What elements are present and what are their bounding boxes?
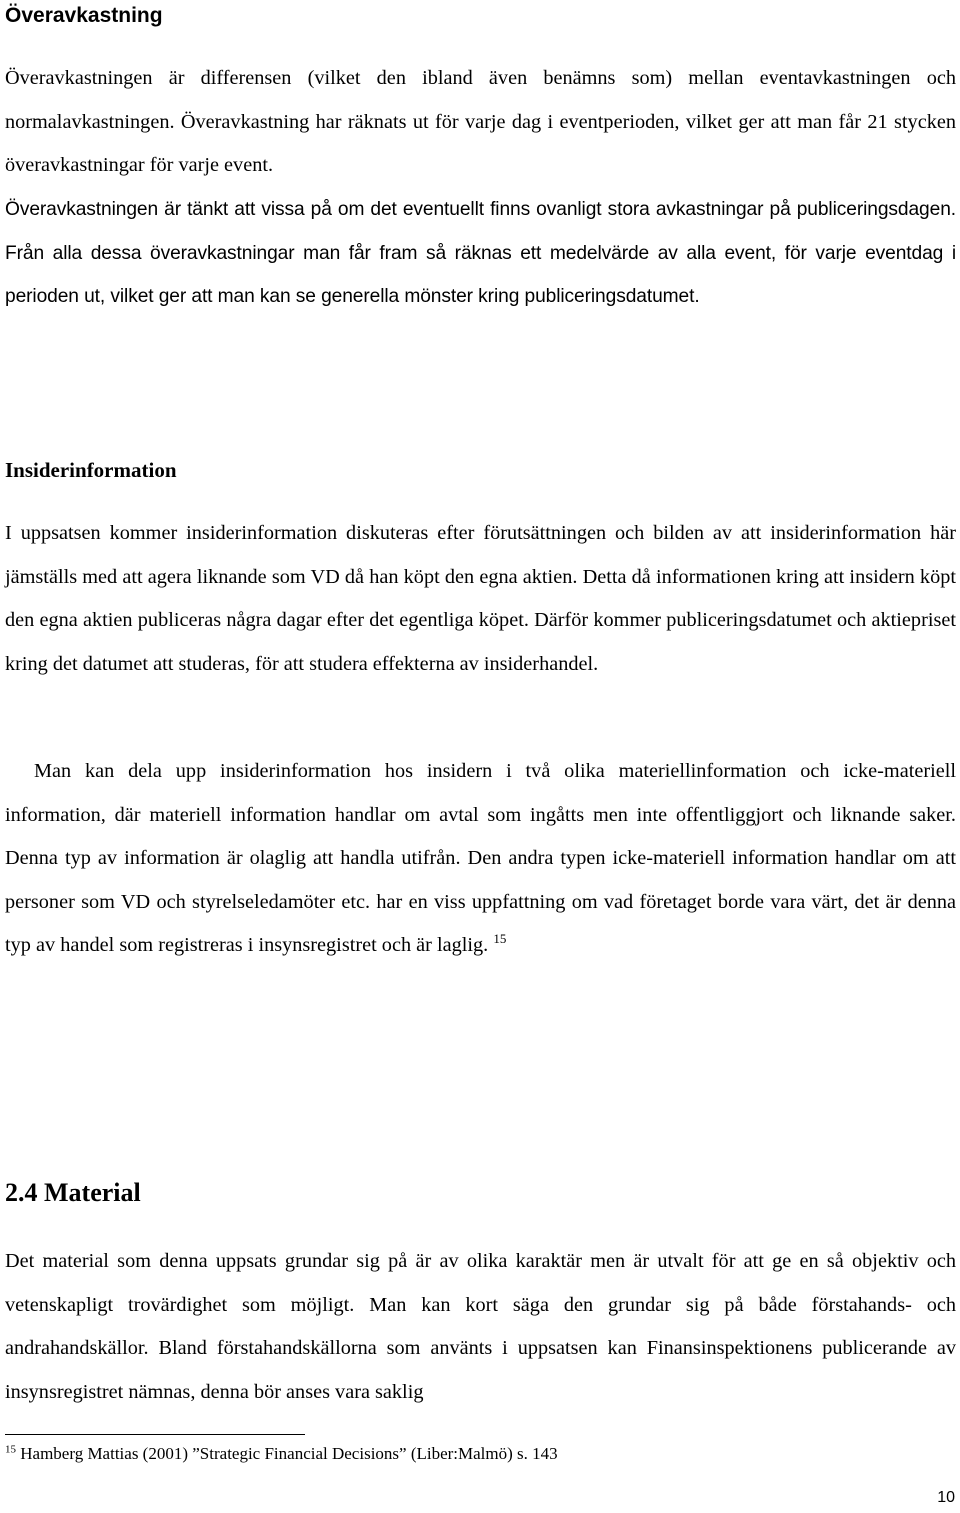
footnote <box>5 1443 558 1465</box>
section-heading-overavkastning: Överavkastning <box>5 4 163 27</box>
paragraph-insiderinformation-intro: I uppsatsen kommer insiderinformation diskuteras efter förutsättningen och bilden av att insiderinformation här jämställs med att agera liknande som VD då han köpt den egna aktien. Detta då informationen kring att insidern köpt den egna aktien publiceras några dagar efter det egentliga köpet. Därför kommer publiceringsdatumet och aktiepriset kring det datumet att studeras, för att studera effekterna av insiderhandel. <box>5 522 956 675</box>
paragraph-material: Det material som denna uppsats grundar sig på är av olika karaktär men är utvalt för att ge en så objektiv och vetenskapligt trovärdighet som möjligt. Man kan kort säga den grundar sig på både förstahands- och andrahandskällor. Bland förstahandskällorna som använts i uppsatsen kan Finansinspektionens publicerande av insynsregistret nämnas, denna bör anses vara saklig <box>5 1250 956 1403</box>
page-number: 10 <box>937 1489 955 1506</box>
paragraph-text: Man kan dela upp insiderinformation hos insidern i två olika materiellinformation och icke-materiell information, där materiell information handlar om avtal som ingåtts men inte offentliggjort och liknande saker. Denna typ av information är olaglig att handla utifrån. Den andra typen icke-materiell information handlar om att personer som VD och styrelseledamöter etc. har en viss uppfattning om vad företaget borde vara värt, det är denna typ av handel som registreras i insynsregistret och är laglig. <box>5 760 956 956</box>
paragraph-insiderinformation-types <box>5 750 956 968</box>
footnote-reference: 15 <box>493 931 507 947</box>
footnote-number: 15 <box>5 1443 16 1456</box>
footnote-divider <box>5 1434 305 1435</box>
paragraph-overavkastning-purpose: Överavkastningen är tänkt att vissa på om det eventuellt finns ovanligt stora avkastningar på publiceringsdagen. Från alla dessa överavkastningar man får fram så räknas ett medelvärde av alla event, för varje eventdag i perioden ut, vilket ger att man kan se generella mönster kring publiceringsdatumet. <box>5 199 956 307</box>
section-heading-material: 2.4 Material <box>5 1178 141 1207</box>
section-heading-insiderinformation: Insiderinformation <box>5 458 177 482</box>
paragraph-overavkastning-definition: Överavkastningen är differensen (vilket den ibland även benämns som) mellan eventavkastningen och normalavkastningen. Överavkastning har räknats ut för varje dag i eventperioden, vilket ger att man får 21 stycken överavkastningar för varje event. <box>5 67 956 176</box>
footnote-text: Hamberg Mattias (2001) ”Strategic Financial Decisions” (Liber:Malmö) s. 143 <box>20 1444 558 1463</box>
